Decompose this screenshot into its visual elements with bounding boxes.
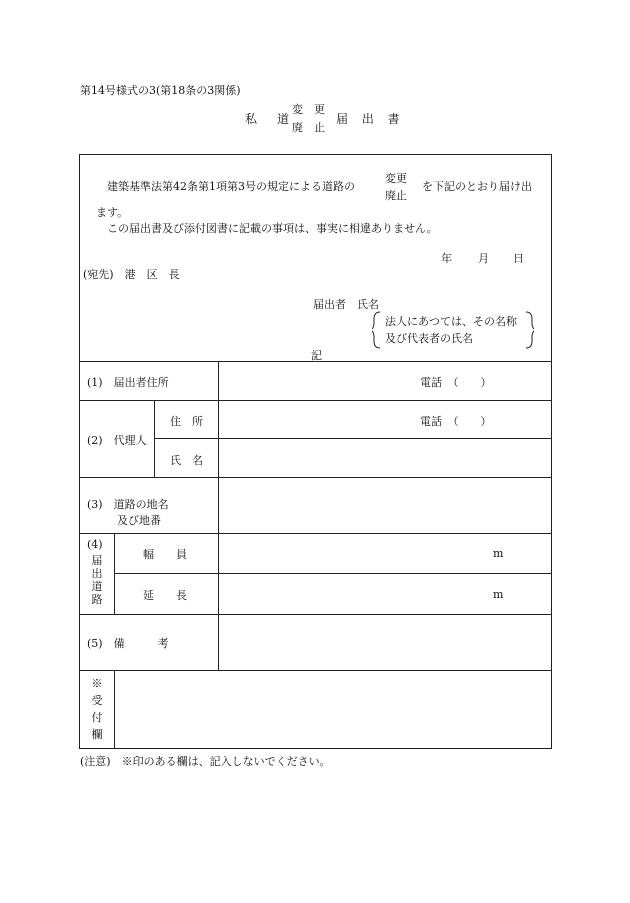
intro-tail: を下記のとおり届け出: [422, 180, 532, 193]
title-suffix: 届 出 書: [336, 112, 405, 126]
row-agent-label: (2) 代理人: [87, 434, 147, 447]
row-road-num: (4): [87, 538, 103, 551]
title-option-abolish: 廃 止: [292, 121, 325, 134]
date-day: 日: [513, 252, 524, 265]
intro-wrap: ます。: [96, 206, 129, 219]
submitter-label: 届出者 氏名: [313, 298, 379, 311]
ki-label: 記: [311, 349, 322, 362]
form-number: 第14号様式の3(第18条の3関係): [80, 84, 241, 97]
row-road-width-unit: m: [493, 547, 504, 560]
submitter-note-line2: 及び代表者の氏名: [385, 332, 473, 345]
submitter-note-line1: 法人にあつては、その名称: [385, 315, 517, 328]
declaration: この届出書及び添付図書に記載の事項は、事実に相違ありません。: [107, 222, 438, 235]
row-road-location-line2: 及び地番: [117, 514, 161, 527]
row-agent-address-label: 住 所: [170, 415, 203, 428]
row-agent-name-label: 氏 名: [170, 454, 203, 467]
date-month: 月: [478, 252, 489, 265]
row-remarks-label: (5) 備 考: [87, 637, 169, 650]
row-road-width-label: 幅 員: [143, 548, 187, 561]
footer-note: (注意) ※印のある欄は、記入しないでください。: [80, 755, 331, 768]
row-road-length-unit: m: [493, 588, 504, 601]
row-road-length-label: 延 長: [143, 589, 187, 602]
addressee: (宛先) 港 区 長: [83, 268, 180, 281]
intro-option-change: 変更: [385, 172, 407, 185]
title-option-change: 変 更: [292, 103, 325, 116]
row-road-vertical-label: 届出道路: [91, 554, 103, 606]
intro-option-abolish: 廃止: [385, 189, 407, 202]
reception-vertical-label: ※受付欄: [91, 677, 103, 741]
intro-lead: 建築基準法第42条第1項第3号の規定による道路の: [107, 180, 355, 193]
title-prefix: 私 道: [245, 112, 294, 126]
row-agent-phone: 電話 （ ）: [420, 415, 492, 428]
row-address-label: (1) 届出者住所: [87, 376, 169, 389]
row-address-phone: 電話 （ ）: [420, 376, 492, 389]
row-road-location-line1: (3) 道路の地名: [87, 498, 169, 511]
date-year: 年: [441, 252, 452, 265]
